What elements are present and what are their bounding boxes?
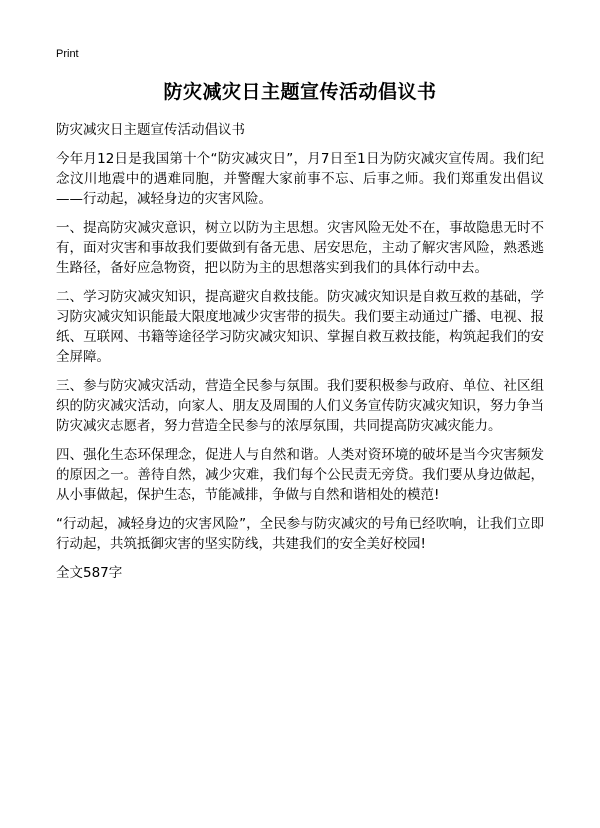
paragraph-point-4: 四、强化生态环保理念，促进人与自然和谐。人类对资环境的破坏是当今灾害频发的原因之一。善待自然，减少灾难，我们每个公民责无旁贷。我们要从身边做起，从小事做起，保护生态，节能减排，争做与自然和谐相处的模范! xyxy=(56,447,544,503)
document-body xyxy=(56,120,544,583)
document-title: 防灾减灾日主题宣传活动倡议书 xyxy=(163,81,437,103)
paragraph-point-2: 二、学习防灾减灾知识，提高避灾自救技能。防灾减灾知识是自救互救的基础，学习防灾减灾知识能最大限度地减少灾害带的损失。我们要主动通过广播、电视、报纸、互联网、书籍等途径学习防灾减灾知识、掌握自救互救技能，构筑起我们的安全屏障。 xyxy=(56,289,544,365)
print-label: Print xyxy=(56,48,79,60)
paragraph-point-3: 三、参与防灾减灾活动，营造全民参与氛围。我们要积极参与政府、单位、社区组织的防灾减灾活动，向家人、朋友及周围的人们义务宣传防灾减灾知识，努力争当防灾减灾志愿者，努力营造全民参与的浓厚氛围，共同提高防灾减灾能力。 xyxy=(56,378,544,434)
paragraph-point-1: 一、提高防灾减灾意识，树立以防为主思想。灾害风险无处不在，事故隐患无时不有，面对灾害和事故我们要做到有备无患、居安思危，主动了解灾害风险，熟悉逃生路径，备好应急物资，把以防为主的思想落实到我们的具体行动中去。 xyxy=(56,220,544,276)
document-subtitle: 防灾减灾日主题宣传活动倡议书 xyxy=(56,122,245,138)
word-count: 全文587字 xyxy=(56,565,123,581)
paragraph-closing: “行动起，减轻身边的灾害风险”，全民参与防灾减灾的号角已经吹响，让我们立即行动起，共筑抵御灾害的坚实防线，共建我们的安全美好校园! xyxy=(56,516,544,552)
paragraph-intro: 今年月12日是我国第十个“防灾减灾日”，月7日至1日为防灾减灾宣传周。我们纪念汶川地震中的遇难同胞，并警醒大家前事不忘、后事之师。我们郑重发出倡议——行动起，减轻身边的灾害风险。 xyxy=(56,151,544,207)
